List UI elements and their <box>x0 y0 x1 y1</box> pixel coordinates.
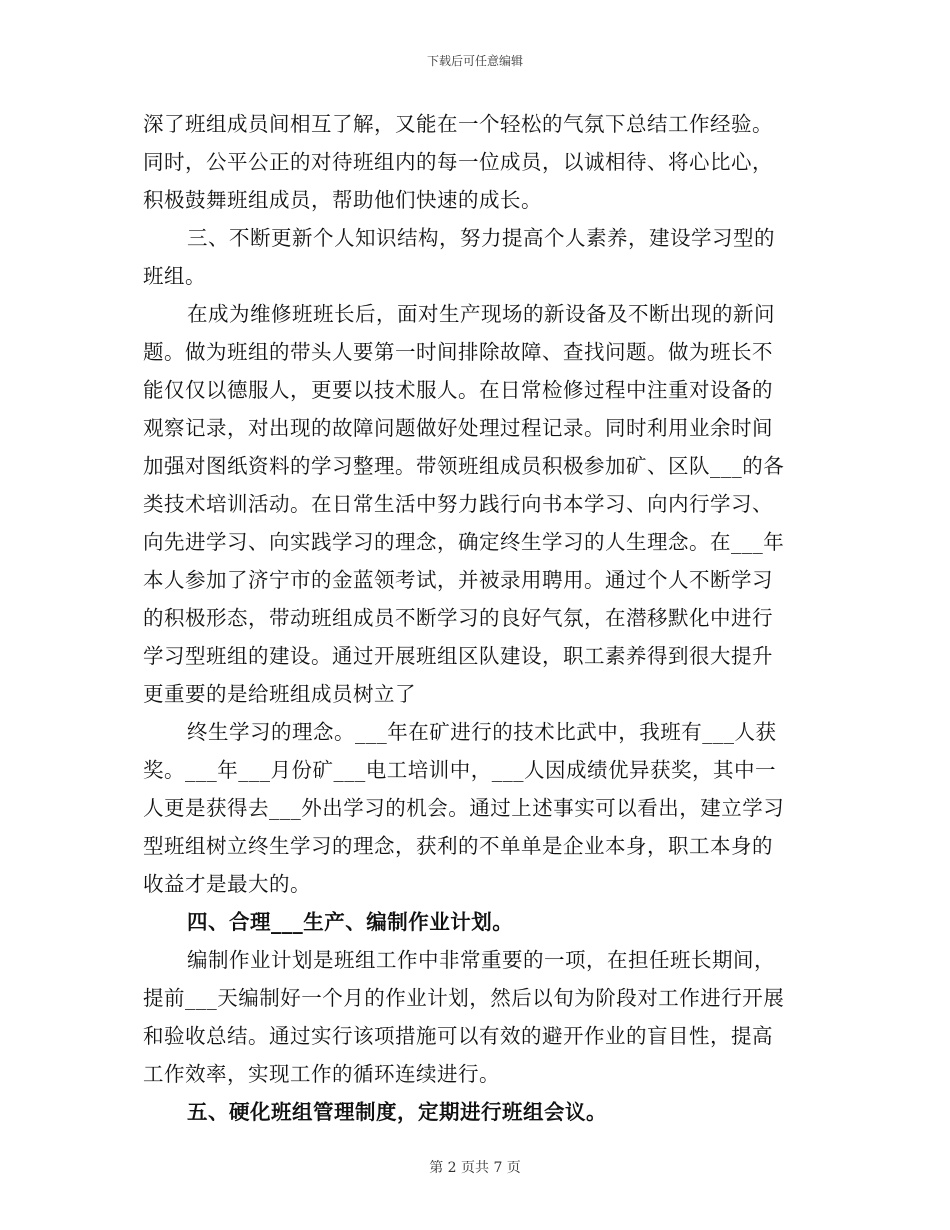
body-line: 的积极形态，带动班组成员不断学习的良好气氛，在潜移默化中进行 <box>143 606 773 630</box>
body-line: 向先进学习、向实践学习的理念，确定终生学习的人生理念。在___年 <box>143 530 785 554</box>
body-line: 学习型班组的建设。通过开展班组区队建设，职工素养得到很大提升 <box>143 644 773 668</box>
body-line: 同时，公平公正的对待班组内的每一位成员，以诚相待、将心比心， <box>143 150 773 174</box>
body-line: 类技术培训活动。在日常生活中努力践行向书本学习、向内行学习、 <box>143 492 773 516</box>
document-body <box>143 105 807 1131</box>
body-line: 观察记录，对出现的故障问题做好处理过程记录。同时利用业余时间 <box>143 416 773 440</box>
body-line: 型班组树立终生学习的理念，获利的不单单是企业本身，职工本身的 <box>143 834 773 858</box>
section-heading-3: 三、不断更新个人知识结构，努力提高个人素养，建设学习型的 <box>187 226 775 250</box>
body-line: 班组。 <box>143 264 206 288</box>
page-header: 下载后可任意编辑 <box>426 54 523 68</box>
page-footer: 第 2 页共 7 页 <box>429 1160 521 1176</box>
body-line: 在成为维修班班长后，面对生产现场的新设备及不断出现的新问 <box>187 302 775 326</box>
body-line: 积极鼓舞班组成员，帮助他们快速的成长。 <box>143 188 542 212</box>
body-line: 人更是获得去___外出学习的机会。通过上述事实可以看出，建立学习 <box>143 796 785 820</box>
body-line: 编制作业计划是班组工作中非常重要的一项，在担任班长期间， <box>187 948 775 972</box>
section-heading-4: 四、合理___生产、编制作业计划。 <box>187 910 514 934</box>
body-line: 更重要的是给班组成员树立了 <box>143 682 416 706</box>
body-line: 终生学习的理念。___年在矿进行的技术比武中，我班有___人获 <box>187 720 777 744</box>
body-line: 能仅仅以德服人，更要以技术服人。在日常检修过程中注重对设备的 <box>143 378 773 402</box>
section-heading-5: 五、硬化班组管理制度，定期进行班组会议。 <box>187 1100 607 1124</box>
body-line: 和验收总结。通过实行该项措施可以有效的避开作业的盲目性，提高 <box>143 1024 773 1048</box>
body-line: 深了班组成员间相互了解，又能在一个轻松的气氛下总结工作经验。 <box>143 112 773 136</box>
body-line: 题。做为班组的带头人要第一时间排除故障、查找问题。做为班长不 <box>143 340 773 364</box>
body-line: 加强对图纸资料的学习整理。带领班组成员积极参加矿、区队___的各 <box>143 454 785 478</box>
body-line: 提前___天编制好一个月的作业计划，然后以旬为阶段对工作进行开展 <box>143 986 785 1010</box>
body-line: 收益才是最大的。 <box>143 872 311 896</box>
body-line: 工作效率，实现工作的循环连续进行。 <box>143 1062 500 1086</box>
body-line: 奖。___年___月份矿___电工培训中，___人因成绩优异获奖，其中一 <box>143 758 776 782</box>
body-line: 本人参加了济宁市的金蓝领考试，并被录用聘用。通过个人不断学习 <box>143 568 773 592</box>
